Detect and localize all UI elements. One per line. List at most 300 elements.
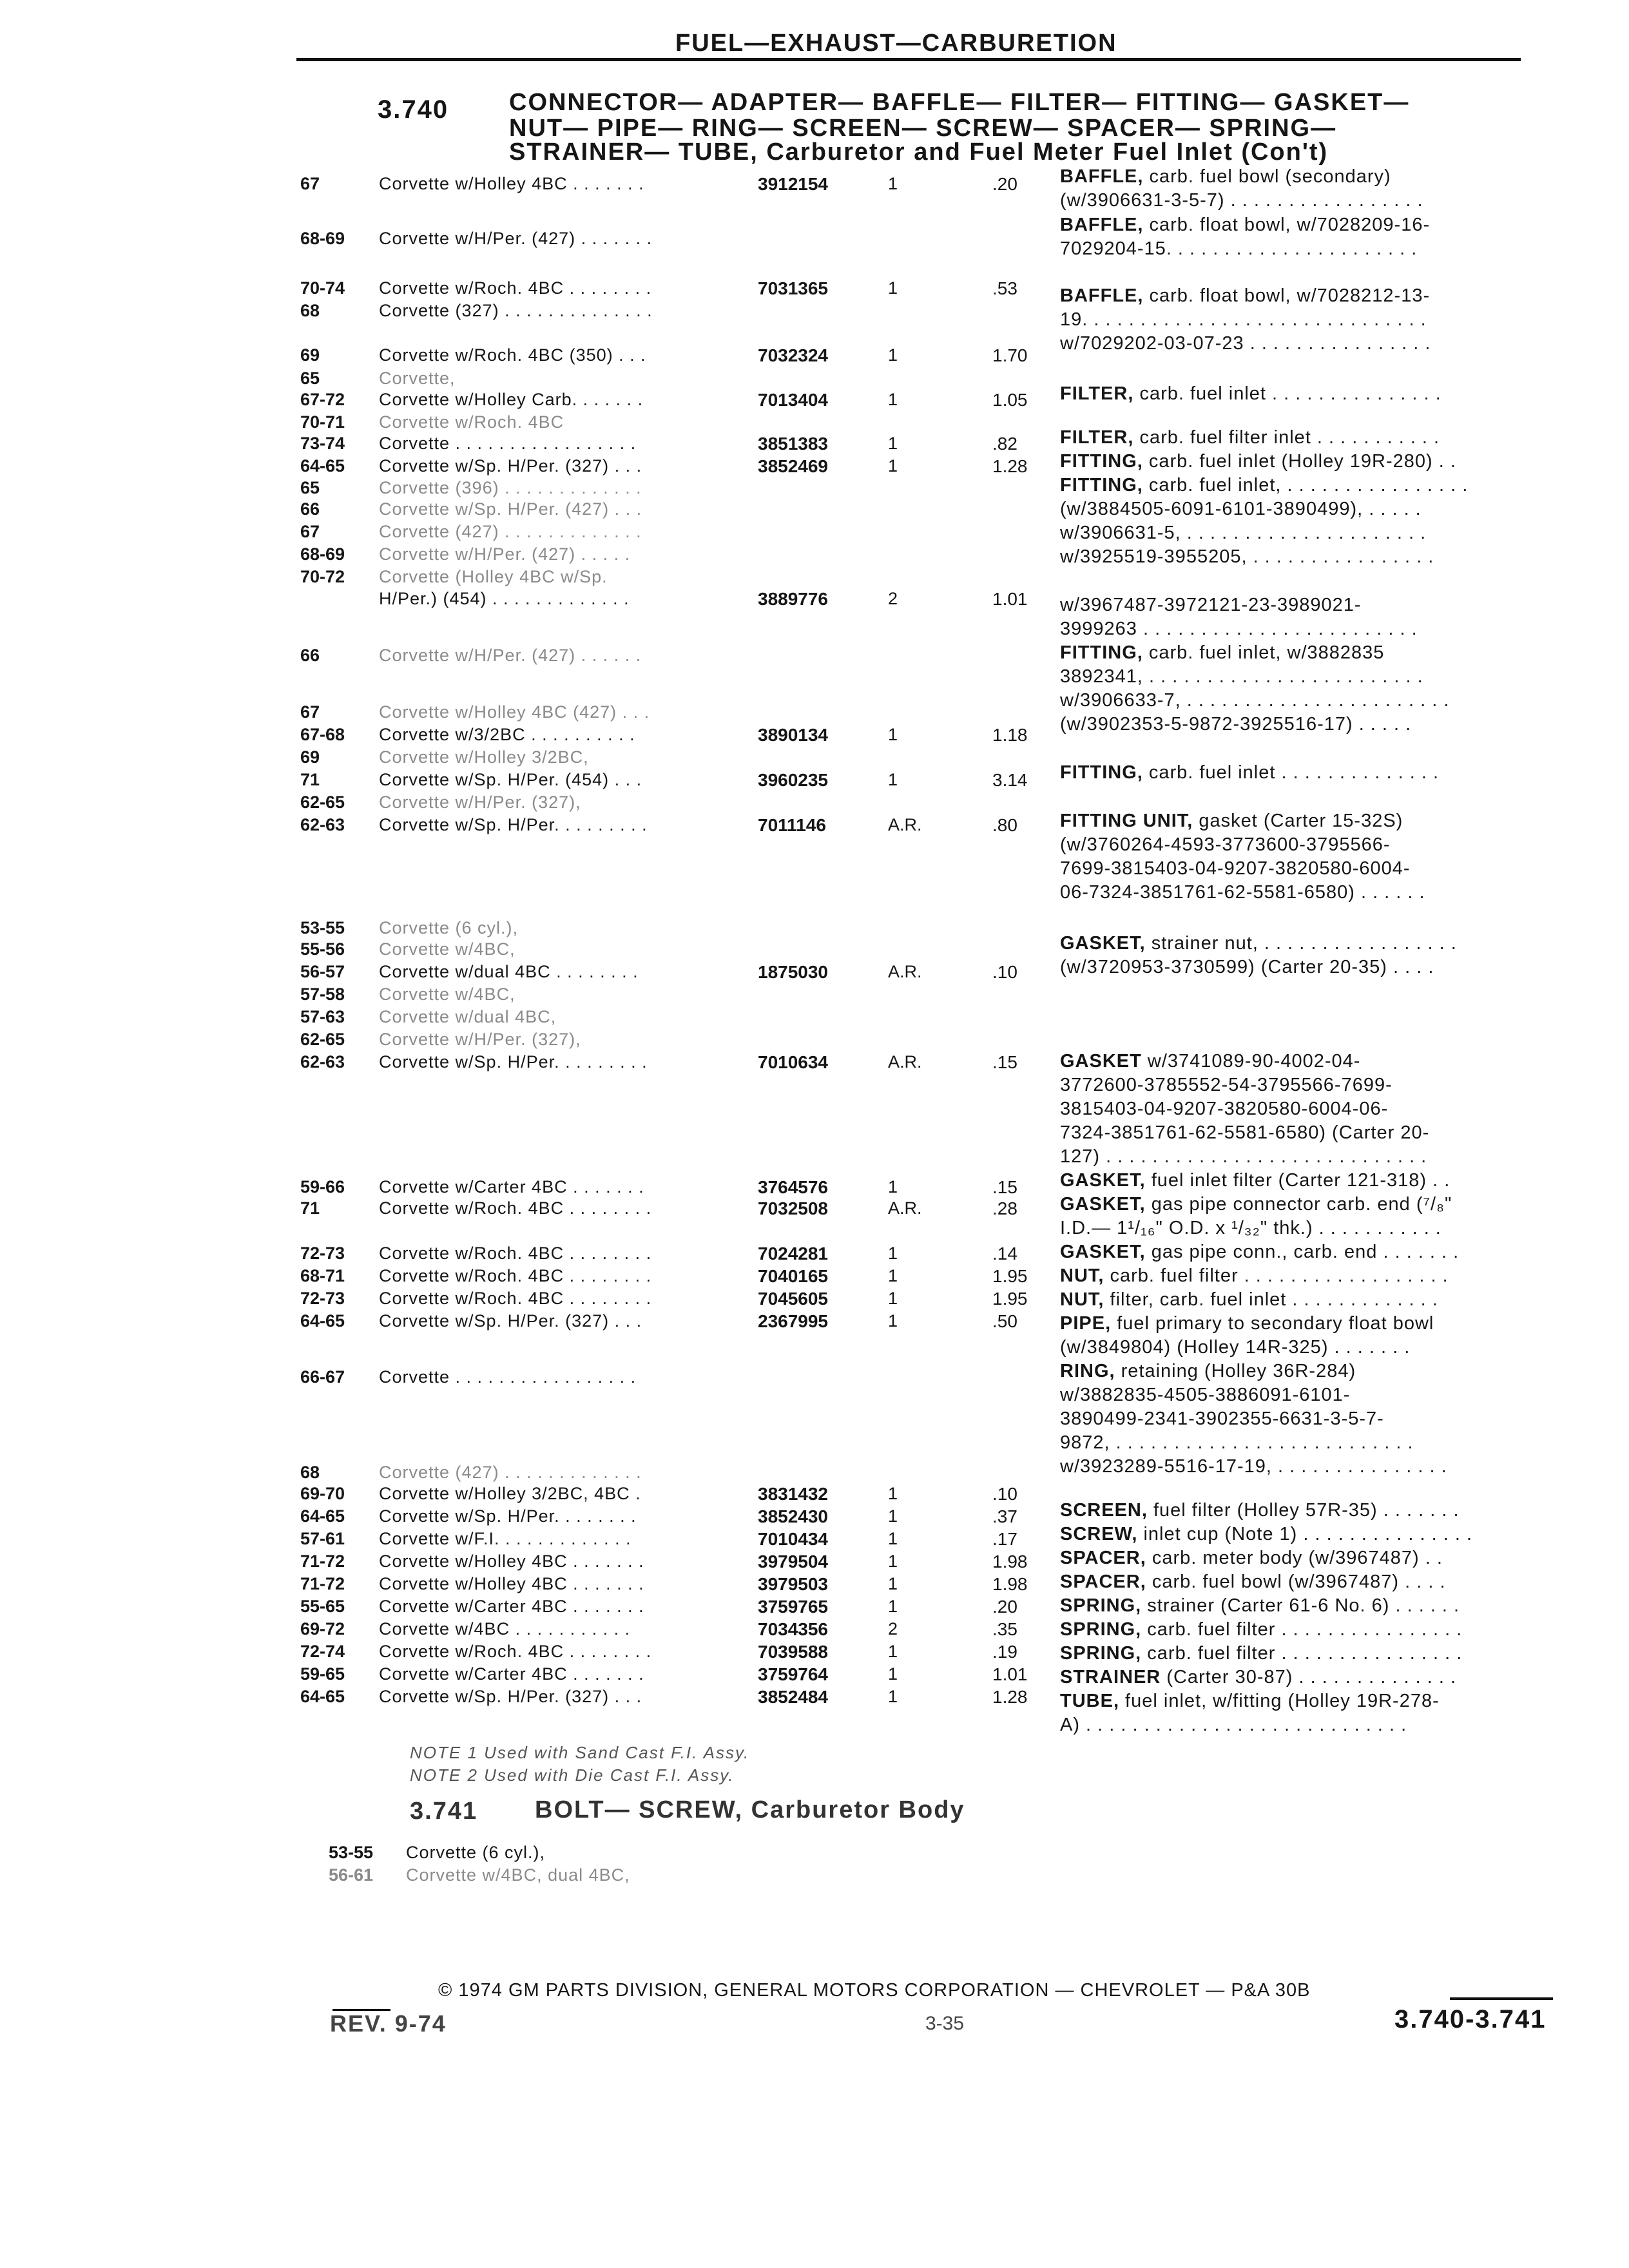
- description-item-name: SPACER,: [1060, 1571, 1146, 1592]
- row-quantity: 1: [888, 1552, 898, 1571]
- row-application: Corvette . . . . . . . . . . . . . . . . .: [379, 1367, 637, 1387]
- section2-row-1-app: Corvette (6 cyl.),: [406, 1843, 546, 1862]
- description-line: [1060, 1617, 1462, 1642]
- row-quantity: 1: [888, 434, 898, 453]
- description-text: 3772600-3785552-54-3795566-7699-: [1060, 1075, 1393, 1095]
- row-year: 68: [300, 301, 320, 320]
- row-year: 64-65: [300, 1311, 345, 1331]
- description-text: carb. fuel inlet . . . . . . . . . . . . . .: [1142, 762, 1440, 783]
- description-text: 3890499-2341-3902355-6631-3-5-7-: [1060, 1408, 1384, 1429]
- description-item-name: FITTING,: [1060, 475, 1143, 495]
- description-text: fuel filter (Holley 57R-35) . . . . . . .: [1147, 1500, 1460, 1521]
- description-text: (Carter 30-87) . . . . . . . . . . . . . .: [1161, 1667, 1457, 1687]
- description-line: [1060, 640, 1384, 665]
- description-text: w/3925519-3955205, . . . . . . . . . . . . . . . .: [1060, 546, 1434, 567]
- row-part-number: 3852430: [758, 1506, 829, 1526]
- row-year: 71-72: [300, 1552, 345, 1571]
- row-year: 70-71: [300, 412, 345, 432]
- description-line: [1060, 1359, 1356, 1383]
- description-text: carb. fuel filter inlet . . . . . . . . . . .: [1133, 427, 1440, 448]
- row-quantity: A.R.: [888, 1198, 922, 1218]
- description-text: 19. . . . . . . . . . . . . . . . . . . . . . . . . . . . . .: [1060, 309, 1427, 330]
- row-year: 57-63: [300, 1007, 345, 1026]
- row-price: .50: [992, 1311, 1017, 1331]
- row-year: 71: [300, 770, 320, 789]
- row-year: 70-74: [300, 278, 345, 298]
- description-item-name: FITTING,: [1060, 451, 1143, 472]
- description-text: retaining (Holley 36R-284): [1115, 1361, 1356, 1381]
- row-application: Corvette w/Roch. 4BC . . . . . . . .: [379, 1289, 652, 1308]
- description-text: (w/3902353-5-9872-3925516-17) . . . . .: [1060, 714, 1412, 735]
- description-line: [1060, 1311, 1434, 1336]
- row-part-number: 2367995: [758, 1311, 829, 1331]
- row-price: 1.95: [992, 1266, 1028, 1286]
- row-application: Corvette w/H/Per. (427) . . . . . .: [379, 646, 642, 665]
- description-line: [1060, 284, 1430, 308]
- row-quantity: 1: [888, 1687, 898, 1706]
- row-quantity: 1: [888, 1664, 898, 1684]
- description-line: [1060, 1570, 1446, 1594]
- description-line: [1060, 164, 1391, 189]
- row-application: Corvette w/Holley 4BC . . . . . . .: [379, 1574, 644, 1593]
- row-application: Corvette w/Roch. 4BC . . . . . . . .: [379, 1244, 652, 1263]
- description-text: fuel primary to secondary float bowl: [1111, 1313, 1434, 1334]
- row-year: 57-58: [300, 985, 345, 1004]
- description-text: A) . . . . . . . . . . . . . . . . . . . . . . . . . . . .: [1060, 1715, 1407, 1735]
- row-application: Corvette w/H/Per. (427) . . . . .: [379, 544, 631, 564]
- description-line: [1060, 1454, 1447, 1479]
- description-text: carb. fuel inlet (Holley 19R-280) . .: [1142, 451, 1456, 472]
- description-item-name: STRAINER: [1060, 1667, 1161, 1687]
- description-item-name: FITTING,: [1060, 762, 1143, 783]
- row-part-number: 7040165: [758, 1266, 829, 1286]
- row-year: 64-65: [300, 456, 345, 476]
- description-item-name: GASKET,: [1060, 933, 1146, 954]
- row-quantity: 1: [888, 725, 898, 744]
- note-1: NOTE 1 Used with Sand Cast F.I. Assy.: [410, 1743, 750, 1762]
- row-year: 53-55: [300, 918, 345, 937]
- row-year: 62-65: [300, 793, 345, 812]
- description-line: [1060, 236, 1417, 261]
- description-item-name: GASKET,: [1060, 1194, 1146, 1215]
- row-quantity: 1: [888, 1289, 898, 1308]
- row-year: 68-69: [300, 544, 345, 564]
- row-application: Corvette w/Roch. 4BC . . . . . . . .: [379, 1198, 652, 1218]
- row-year: 62-63: [300, 1052, 345, 1072]
- description-line: [1060, 1546, 1443, 1570]
- row-year: 73-74: [300, 434, 345, 453]
- description-line: [1060, 1049, 1360, 1073]
- description-line: [1060, 760, 1439, 785]
- description-item-name: NUT,: [1060, 1265, 1104, 1286]
- row-application: Corvette w/H/Per. (327),: [379, 793, 581, 812]
- row-part-number: 7034356: [758, 1619, 829, 1639]
- description-line: [1060, 497, 1422, 521]
- row-price: .10: [992, 1484, 1017, 1504]
- row-application: Corvette w/Sp. H/Per. (327) . . .: [379, 456, 642, 476]
- row-price: 1.70: [992, 345, 1028, 365]
- description-line: [1060, 544, 1434, 569]
- description-text: carb. fuel inlet . . . . . . . . . . . . . . .: [1133, 383, 1441, 404]
- description-line: [1060, 688, 1449, 713]
- description-text: w/7029202-03-07-23 . . . . . . . . . . . . . . . .: [1060, 333, 1431, 354]
- row-price: .82: [992, 434, 1017, 454]
- description-text: w/3923289-5516-17-19, . . . . . . . . . . . . . . .: [1060, 1456, 1447, 1477]
- description-text: w/3906633-7, . . . . . . . . . . . . . . . . . . . . . . .: [1060, 690, 1450, 711]
- header-rule: [296, 58, 1521, 61]
- description-line: [1060, 1216, 1441, 1240]
- description-text: carb. fuel filter . . . . . . . . . . . . . . . .: [1141, 1619, 1463, 1640]
- row-price: .15: [992, 1177, 1017, 1197]
- description-text: gas pipe conn., carb. end . . . . . . .: [1145, 1242, 1460, 1262]
- description-text: 7029204-15. . . . . . . . . . . . . . . . . . . . . .: [1060, 238, 1418, 259]
- row-price: .20: [992, 1597, 1017, 1617]
- description-text: carb. float bowl, w/7028212-13-: [1143, 285, 1431, 306]
- description-line: [1060, 307, 1427, 332]
- row-quantity: 2: [888, 1619, 898, 1639]
- description-line: [1060, 1522, 1472, 1546]
- row-part-number: 3912154: [758, 174, 829, 194]
- row-price: 1.28: [992, 1687, 1028, 1707]
- row-application: Corvette w/dual 4BC,: [379, 1007, 557, 1026]
- description-item-name: BAFFLE,: [1060, 166, 1144, 187]
- row-year: 70-72: [300, 567, 345, 586]
- running-title: FUEL—EXHAUST—CARBURETION: [675, 30, 1117, 57]
- row-part-number: 7039588: [758, 1642, 829, 1662]
- description-text: gas pipe connector carb. end (⁷/₈": [1145, 1194, 1452, 1215]
- row-year: 67: [300, 522, 320, 541]
- row-quantity: A.R.: [888, 962, 922, 981]
- row-part-number: 3764576: [758, 1177, 829, 1197]
- row-part-number: 3759764: [758, 1664, 829, 1684]
- description-line: [1060, 1264, 1449, 1288]
- row-year: 65: [300, 478, 320, 497]
- description-line: [1060, 1593, 1460, 1618]
- description-line: [1060, 809, 1403, 833]
- description-line: [1060, 832, 1391, 857]
- row-part-number: 7045605: [758, 1289, 829, 1309]
- row-application: Corvette w/Roch. 4BC . . . . . . . .: [379, 278, 652, 298]
- description-line: [1060, 1073, 1393, 1097]
- section2-number: 3.741: [410, 1798, 478, 1825]
- row-year: 67-68: [300, 725, 345, 744]
- description-line: [1060, 955, 1434, 979]
- row-year: 67: [300, 702, 320, 722]
- row-application: Corvette w/3/2BC . . . . . . . . . .: [379, 725, 635, 744]
- row-quantity: 1: [888, 174, 898, 193]
- row-year: 68: [300, 1463, 320, 1482]
- row-application: Corvette w/dual 4BC . . . . . . . .: [379, 962, 639, 981]
- row-year: 69-72: [300, 1619, 345, 1639]
- row-year: 69: [300, 345, 320, 365]
- row-price: .17: [992, 1529, 1017, 1549]
- row-price: 1.01: [992, 589, 1028, 609]
- description-line: [1060, 1287, 1438, 1312]
- row-quantity: 1: [888, 390, 898, 409]
- footer-copyright: © 1974 GM PARTS DIVISION, GENERAL MOTORS CORPORATION — CHEVROLET — P&A 30B: [438, 1980, 1311, 2001]
- row-price: 1.18: [992, 725, 1028, 745]
- description-text: (w/3720953-3730599) (Carter 20-35) . . . .: [1060, 957, 1434, 977]
- description-line: [1060, 880, 1425, 905]
- row-year: 69: [300, 747, 320, 767]
- row-quantity: 1: [888, 278, 898, 298]
- row-part-number: 7011146: [758, 815, 826, 835]
- row-quantity: 1: [888, 770, 898, 789]
- description-text: carb. meter body (w/3967487) . .: [1146, 1548, 1443, 1568]
- description-item-name: FITTING,: [1060, 642, 1143, 663]
- row-application: Corvette w/Holley 4BC (427) . . .: [379, 702, 650, 722]
- row-quantity: 1: [888, 1506, 898, 1526]
- description-text: filter, carb. fuel inlet . . . . . . . . . . . . .: [1104, 1289, 1438, 1310]
- row-application: Corvette (6 cyl.),: [379, 918, 519, 937]
- row-application: Corvette w/Sp. H/Per. (454) . . .: [379, 770, 642, 789]
- row-application: Corvette w/H/Per. (327),: [379, 1030, 581, 1049]
- note-2: NOTE 2 Used with Die Cast F.I. Assy.: [410, 1765, 735, 1785]
- description-line: [1060, 473, 1468, 497]
- description-text: inlet cup (Note 1) . . . . . . . . . . . . . . .: [1137, 1524, 1473, 1544]
- row-year: 71: [300, 1198, 320, 1218]
- row-part-number: 3759765: [758, 1597, 829, 1617]
- section-title-line-2: NUT— PIPE— RING— SCREEN— SCREW— SPACER— SPRING—: [509, 115, 1337, 142]
- row-quantity: 1: [888, 1484, 898, 1503]
- row-part-number: 7031365: [758, 278, 829, 298]
- description-text: w/3906631-5, . . . . . . . . . . . . . . . . . . . . .: [1060, 523, 1427, 543]
- row-price: .35: [992, 1619, 1017, 1639]
- row-year: 62-65: [300, 1030, 345, 1049]
- row-application: Corvette (Holley 4BC w/Sp.: [379, 567, 608, 586]
- description-line: [1060, 1383, 1350, 1407]
- description-line: [1060, 1192, 1452, 1216]
- row-application: Corvette (427) . . . . . . . . . . . . .: [379, 1463, 642, 1482]
- description-line: [1060, 856, 1411, 881]
- description-line: [1060, 1097, 1388, 1121]
- row-year: 72-74: [300, 1642, 345, 1661]
- description-line: [1060, 1430, 1414, 1455]
- footer-section-range: 3.740-3.741: [1394, 2005, 1547, 2033]
- row-price: .20: [992, 174, 1017, 194]
- description-line: [1060, 617, 1418, 641]
- row-part-number: 3889776: [758, 589, 829, 609]
- row-application: Corvette w/Roch. 4BC . . . . . . . .: [379, 1266, 652, 1285]
- row-year: 67-72: [300, 390, 345, 409]
- row-application: Corvette w/Roch. 4BC . . . . . . . .: [379, 1642, 652, 1661]
- description-item-name: SCREEN,: [1060, 1500, 1148, 1521]
- description-text: 3892341, . . . . . . . . . . . . . . . . . . . . . . . .: [1060, 666, 1423, 687]
- description-item-name: GASKET,: [1060, 1242, 1146, 1262]
- description-item-name: PIPE,: [1060, 1313, 1112, 1334]
- description-item-name: BAFFLE,: [1060, 285, 1144, 306]
- section2-title: BOLT— SCREW, Carburetor Body: [535, 1796, 965, 1823]
- row-price: .15: [992, 1052, 1017, 1072]
- description-text: (w/3906631-3-5-7) . . . . . . . . . . . . . . . . .: [1060, 190, 1423, 211]
- row-price: 1.01: [992, 1664, 1028, 1684]
- description-line: [1060, 1407, 1384, 1431]
- description-text: (w/3849804) (Holley 14R-325) . . . . . . .: [1060, 1337, 1411, 1358]
- row-application: Corvette w/Carter 4BC . . . . . . .: [379, 1177, 644, 1196]
- description-text: carb. fuel bowl (w/3967487) . . . .: [1146, 1571, 1446, 1592]
- row-quantity: A.R.: [888, 815, 922, 834]
- row-application: Corvette w/Holley 4BC . . . . . . .: [379, 1552, 644, 1571]
- description-line: [1060, 664, 1423, 689]
- row-price: .37: [992, 1506, 1017, 1526]
- description-item-name: TUBE,: [1060, 1691, 1119, 1711]
- description-line: [1060, 1641, 1462, 1666]
- row-application: Corvette w/Holley 3/2BC, 4BC .: [379, 1484, 641, 1503]
- row-application: Corvette (327) . . . . . . . . . . . . . .: [379, 301, 653, 320]
- description-text: fuel inlet, w/fitting (Holley 19R-278-: [1119, 1691, 1440, 1711]
- description-item-name: RING,: [1060, 1361, 1115, 1381]
- footer-page-number: 3-35: [925, 2013, 965, 2034]
- description-line: [1060, 1689, 1440, 1713]
- description-text: carb. fuel filter . . . . . . . . . . . . . . . .: [1141, 1643, 1463, 1664]
- row-application: Corvette w/Holley 3/2BC,: [379, 747, 589, 767]
- description-item-name: BAFFLE,: [1060, 215, 1144, 235]
- description-text: gasket (Carter 15-32S): [1193, 811, 1403, 831]
- description-text: fuel inlet filter (Carter 121-318) . .: [1145, 1170, 1451, 1191]
- row-year: 64-65: [300, 1687, 345, 1706]
- description-line: [1060, 1144, 1427, 1169]
- row-price: 1.05: [992, 390, 1028, 410]
- description-text: strainer (Carter 61-6 No. 6) . . . . . .: [1141, 1595, 1460, 1616]
- row-quantity: 1: [888, 1529, 898, 1548]
- description-text: 7699-3815403-04-9207-3820580-6004-: [1060, 858, 1411, 879]
- description-line: [1060, 1120, 1429, 1145]
- footer-rule: [1450, 1997, 1553, 2000]
- row-price: .14: [992, 1244, 1017, 1264]
- row-application: H/Per.) (454) . . . . . . . . . . . . .: [379, 589, 630, 608]
- section-title-line-1: CONNECTOR— ADAPTER— BAFFLE— FILTER— FITTING— GASKET—: [509, 89, 1410, 116]
- description-text: carb. fuel bowl (secondary): [1143, 166, 1391, 187]
- description-line: [1060, 931, 1457, 956]
- row-year: 66-67: [300, 1367, 345, 1387]
- description-text: carb. float bowl, w/7028209-16-: [1143, 215, 1431, 235]
- row-price: 1.98: [992, 1552, 1028, 1571]
- description-text: 3815403-04-9207-3820580-6004-06-: [1060, 1099, 1389, 1119]
- row-year: 66: [300, 499, 320, 519]
- row-quantity: 1: [888, 1642, 898, 1661]
- row-part-number: 7024281: [758, 1244, 829, 1264]
- row-application: Corvette w/Sp. H/Per. . . . . . . . .: [379, 1052, 648, 1072]
- row-part-number: 3851383: [758, 434, 829, 454]
- section2-row-2-year: 56-61: [329, 1865, 374, 1885]
- description-item-name: SPRING,: [1060, 1619, 1142, 1640]
- row-quantity: 1: [888, 1574, 898, 1593]
- row-part-number: 3960235: [758, 770, 829, 790]
- description-text: carb. fuel inlet, . . . . . . . . . . . . . . . .: [1142, 475, 1469, 495]
- row-part-number: 3979504: [758, 1552, 829, 1571]
- row-part-number: 1875030: [758, 962, 829, 982]
- row-application: Corvette w/Roch. 4BC (350) . . .: [379, 345, 646, 365]
- description-text: 06-7324-3851761-62-5581-6580) . . . . . .: [1060, 882, 1425, 903]
- description-line: [1060, 593, 1362, 617]
- row-application: Corvette w/Sp. H/Per. . . . . . . .: [379, 1506, 637, 1526]
- row-price: 3.14: [992, 770, 1028, 790]
- row-year: 69-70: [300, 1484, 345, 1503]
- row-year: 59-65: [300, 1664, 345, 1684]
- row-quantity: 1: [888, 456, 898, 476]
- description-item-name: GASKET,: [1060, 1170, 1146, 1191]
- row-quantity: 1: [888, 1177, 898, 1196]
- description-text: I.D.— 1¹/₁₆" O.D. x ¹/₃₂" thk.) . . . . . . . . . . .: [1060, 1218, 1441, 1238]
- row-part-number: 3852469: [758, 456, 829, 476]
- row-year: 66: [300, 646, 320, 665]
- row-application: Corvette w/4BC,: [379, 939, 516, 959]
- section2-row-2-app: Corvette w/4BC, dual 4BC,: [406, 1865, 630, 1885]
- description-line: [1060, 188, 1423, 213]
- row-year: 71-72: [300, 1574, 345, 1593]
- description-line: [1060, 1665, 1456, 1689]
- row-price: .53: [992, 278, 1017, 298]
- description-item-name: NUT,: [1060, 1289, 1104, 1310]
- row-quantity: 1: [888, 345, 898, 365]
- description-item-name: FITTING UNIT,: [1060, 811, 1193, 831]
- row-quantity: 1: [888, 1597, 898, 1616]
- row-part-number: 3890134: [758, 725, 829, 745]
- row-price: .19: [992, 1642, 1017, 1662]
- row-year: 57-61: [300, 1529, 345, 1548]
- description-line: [1060, 331, 1431, 356]
- row-application: Corvette (396) . . . . . . . . . . . . .: [379, 478, 642, 497]
- row-year: 55-65: [300, 1597, 345, 1616]
- row-part-number: 7032324: [758, 345, 829, 365]
- row-year: 56-57: [300, 962, 345, 981]
- row-year: 64-65: [300, 1506, 345, 1526]
- description-item-name: SPACER,: [1060, 1548, 1146, 1568]
- row-year: 68-69: [300, 229, 345, 248]
- description-text: 9872, . . . . . . . . . . . . . . . . . . . . . . . . . .: [1060, 1432, 1414, 1453]
- row-price: 1.98: [992, 1574, 1028, 1594]
- row-application: Corvette w/H/Per. (427) . . . . . . .: [379, 229, 653, 248]
- row-part-number: 7013404: [758, 390, 829, 410]
- row-application: Corvette w/4BC . . . . . . . . . . .: [379, 1619, 631, 1639]
- row-year: 55-56: [300, 939, 345, 959]
- description-line: [1060, 425, 1440, 450]
- row-application: Corvette (427) . . . . . . . . . . . . .: [379, 522, 642, 541]
- row-quantity: 1: [888, 1244, 898, 1263]
- row-price: .10: [992, 962, 1017, 982]
- row-application: Corvette w/Sp. H/Per. (327) . . .: [379, 1687, 642, 1706]
- row-part-number: 3831432: [758, 1484, 829, 1504]
- description-item-name: GASKET: [1060, 1051, 1142, 1072]
- row-application: Corvette w/F.I. . . . . . . . . . . . .: [379, 1529, 631, 1548]
- row-application: Corvette w/Sp. H/Per. (327) . . .: [379, 1311, 642, 1331]
- section-number: 3.740: [378, 95, 449, 124]
- row-quantity: A.R.: [888, 1052, 922, 1072]
- row-year: 59-66: [300, 1177, 345, 1196]
- description-line: [1060, 1713, 1407, 1737]
- row-application: Corvette w/Roch. 4BC: [379, 412, 564, 432]
- row-application: Corvette w/Carter 4BC . . . . . . .: [379, 1664, 644, 1684]
- row-part-number: 7032508: [758, 1198, 829, 1218]
- description-item-name: SPRING,: [1060, 1643, 1142, 1664]
- description-line: [1060, 521, 1426, 545]
- description-item-name: SCREW,: [1060, 1524, 1138, 1544]
- description-item-name: FILTER,: [1060, 427, 1134, 448]
- row-year: 72-73: [300, 1244, 345, 1263]
- section2-row-1-year: 53-55: [329, 1843, 374, 1862]
- footer-revision: REV. 9-74: [330, 2010, 447, 2037]
- description-line: [1060, 1335, 1410, 1360]
- description-text: w/3741089-90-4002-04-: [1141, 1051, 1361, 1072]
- row-year: 65: [300, 369, 320, 388]
- row-quantity: 1: [888, 1266, 898, 1285]
- row-price: 1.28: [992, 456, 1028, 476]
- row-application: Corvette w/Sp. H/Per. . . . . . . . .: [379, 815, 648, 834]
- description-line: [1060, 449, 1456, 474]
- row-application: Corvette w/Holley Carb. . . . . . .: [379, 390, 644, 409]
- row-price: 1.95: [992, 1289, 1028, 1309]
- row-application: Corvette w/Sp. H/Per. (427) . . .: [379, 499, 642, 519]
